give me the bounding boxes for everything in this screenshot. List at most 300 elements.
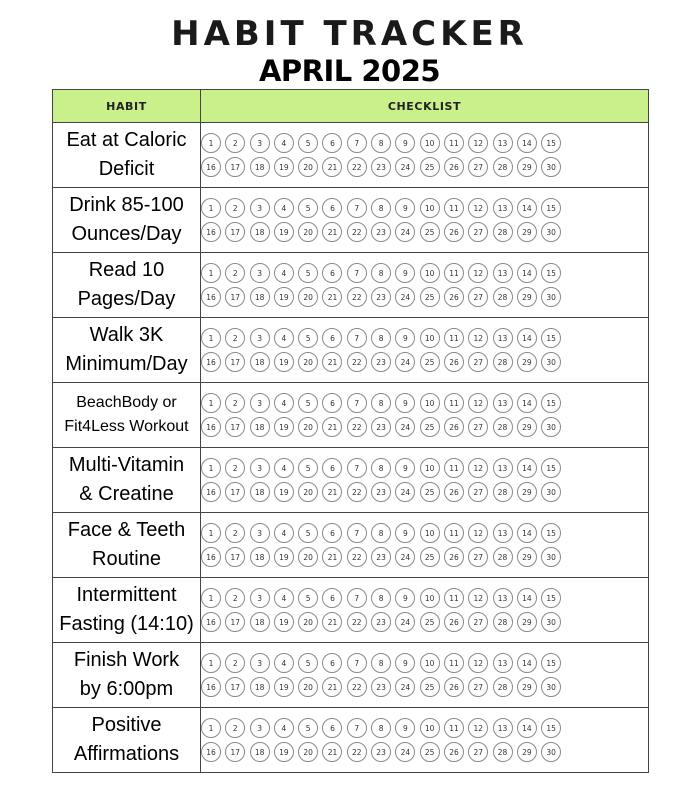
- day-checkbox[interactable]: 21: [322, 287, 342, 307]
- day-checkbox[interactable]: 16: [201, 222, 221, 242]
- day-checkbox[interactable]: 24: [395, 482, 415, 502]
- day-checkbox[interactable]: 18: [250, 287, 270, 307]
- day-checkbox[interactable]: 9: [395, 198, 415, 218]
- day-checkbox[interactable]: 20: [298, 222, 318, 242]
- day-checkbox[interactable]: 8: [371, 393, 391, 413]
- day-checkbox[interactable]: 15: [541, 523, 561, 543]
- day-checkbox[interactable]: 18: [250, 352, 270, 372]
- day-checkbox[interactable]: 19: [274, 287, 294, 307]
- day-checkbox[interactable]: 24: [395, 222, 415, 242]
- day-checkbox[interactable]: 14: [517, 718, 537, 738]
- day-checkbox[interactable]: 14: [517, 588, 537, 608]
- day-checkbox[interactable]: 14: [517, 393, 537, 413]
- day-checkbox[interactable]: 1: [201, 393, 221, 413]
- day-checkbox[interactable]: 15: [541, 393, 561, 413]
- day-checkbox[interactable]: 17: [225, 352, 245, 372]
- day-checkbox[interactable]: 17: [225, 547, 245, 567]
- day-checkbox[interactable]: 20: [298, 287, 318, 307]
- day-checkbox[interactable]: 2: [225, 718, 245, 738]
- day-checkbox[interactable]: 7: [347, 653, 367, 673]
- day-checkbox[interactable]: 14: [517, 523, 537, 543]
- day-checkbox[interactable]: 24: [395, 417, 415, 437]
- day-checkbox[interactable]: 3: [250, 133, 270, 153]
- day-checkbox[interactable]: 24: [395, 677, 415, 697]
- day-checkbox[interactable]: 13: [493, 653, 513, 673]
- day-checkbox[interactable]: 19: [274, 742, 294, 762]
- day-checkbox[interactable]: 21: [322, 742, 342, 762]
- day-checkbox[interactable]: 12: [468, 393, 488, 413]
- day-checkbox[interactable]: 6: [322, 718, 342, 738]
- day-checkbox[interactable]: 30: [541, 352, 561, 372]
- day-checkbox[interactable]: 21: [322, 482, 342, 502]
- day-checkbox[interactable]: 8: [371, 328, 391, 348]
- day-checkbox[interactable]: 1: [201, 198, 221, 218]
- day-checkbox[interactable]: 10: [420, 133, 440, 153]
- day-checkbox[interactable]: 22: [347, 547, 367, 567]
- day-checkbox[interactable]: 30: [541, 157, 561, 177]
- day-checkbox[interactable]: 13: [493, 588, 513, 608]
- day-checkbox[interactable]: 9: [395, 718, 415, 738]
- day-checkbox[interactable]: 24: [395, 547, 415, 567]
- day-checkbox[interactable]: 19: [274, 547, 294, 567]
- day-checkbox[interactable]: 17: [225, 287, 245, 307]
- day-checkbox[interactable]: 26: [444, 547, 464, 567]
- day-checkbox[interactable]: 18: [250, 677, 270, 697]
- day-checkbox[interactable]: 28: [493, 417, 513, 437]
- day-checkbox[interactable]: 6: [322, 393, 342, 413]
- day-checkbox[interactable]: 6: [322, 458, 342, 478]
- day-checkbox[interactable]: 26: [444, 222, 464, 242]
- day-checkbox[interactable]: 11: [444, 458, 464, 478]
- day-checkbox[interactable]: 12: [468, 653, 488, 673]
- day-checkbox[interactable]: 12: [468, 198, 488, 218]
- day-checkbox[interactable]: 29: [517, 222, 537, 242]
- day-checkbox[interactable]: 7: [347, 458, 367, 478]
- day-checkbox[interactable]: 9: [395, 653, 415, 673]
- day-checkbox[interactable]: 15: [541, 263, 561, 283]
- day-checkbox[interactable]: 20: [298, 157, 318, 177]
- day-checkbox[interactable]: 18: [250, 742, 270, 762]
- day-checkbox[interactable]: 18: [250, 547, 270, 567]
- day-checkbox[interactable]: 4: [274, 263, 294, 283]
- day-checkbox[interactable]: 21: [322, 547, 342, 567]
- day-checkbox[interactable]: 21: [322, 677, 342, 697]
- day-checkbox[interactable]: 28: [493, 352, 513, 372]
- day-checkbox[interactable]: 1: [201, 718, 221, 738]
- day-checkbox[interactable]: 10: [420, 263, 440, 283]
- day-checkbox[interactable]: 19: [274, 677, 294, 697]
- day-checkbox[interactable]: 21: [322, 612, 342, 632]
- day-checkbox[interactable]: 29: [517, 742, 537, 762]
- day-checkbox[interactable]: 20: [298, 547, 318, 567]
- day-checkbox[interactable]: 25: [420, 417, 440, 437]
- day-checkbox[interactable]: 16: [201, 482, 221, 502]
- day-checkbox[interactable]: 5: [298, 133, 318, 153]
- day-checkbox[interactable]: 17: [225, 742, 245, 762]
- day-checkbox[interactable]: 25: [420, 222, 440, 242]
- day-checkbox[interactable]: 30: [541, 222, 561, 242]
- day-checkbox[interactable]: 6: [322, 653, 342, 673]
- day-checkbox[interactable]: 27: [468, 677, 488, 697]
- day-checkbox[interactable]: 13: [493, 263, 513, 283]
- day-checkbox[interactable]: 1: [201, 133, 221, 153]
- day-checkbox[interactable]: 4: [274, 198, 294, 218]
- day-checkbox[interactable]: 22: [347, 612, 367, 632]
- day-checkbox[interactable]: 12: [468, 263, 488, 283]
- day-checkbox[interactable]: 29: [517, 287, 537, 307]
- day-checkbox[interactable]: 2: [225, 328, 245, 348]
- day-checkbox[interactable]: 9: [395, 328, 415, 348]
- day-checkbox[interactable]: 21: [322, 157, 342, 177]
- day-checkbox[interactable]: 15: [541, 328, 561, 348]
- day-checkbox[interactable]: 14: [517, 263, 537, 283]
- day-checkbox[interactable]: 3: [250, 653, 270, 673]
- day-checkbox[interactable]: 5: [298, 588, 318, 608]
- day-checkbox[interactable]: 8: [371, 198, 391, 218]
- day-checkbox[interactable]: 10: [420, 328, 440, 348]
- day-checkbox[interactable]: 10: [420, 588, 440, 608]
- day-checkbox[interactable]: 17: [225, 677, 245, 697]
- day-checkbox[interactable]: 22: [347, 352, 367, 372]
- day-checkbox[interactable]: 8: [371, 458, 391, 478]
- day-checkbox[interactable]: 7: [347, 588, 367, 608]
- day-checkbox[interactable]: 1: [201, 263, 221, 283]
- day-checkbox[interactable]: 1: [201, 588, 221, 608]
- day-checkbox[interactable]: 8: [371, 523, 391, 543]
- day-checkbox[interactable]: 2: [225, 263, 245, 283]
- day-checkbox[interactable]: 3: [250, 263, 270, 283]
- day-checkbox[interactable]: 24: [395, 157, 415, 177]
- day-checkbox[interactable]: 2: [225, 588, 245, 608]
- day-checkbox[interactable]: 9: [395, 588, 415, 608]
- day-checkbox[interactable]: 26: [444, 742, 464, 762]
- day-checkbox[interactable]: 1: [201, 653, 221, 673]
- day-checkbox[interactable]: 29: [517, 612, 537, 632]
- day-checkbox[interactable]: 4: [274, 718, 294, 738]
- day-checkbox[interactable]: 25: [420, 612, 440, 632]
- day-checkbox[interactable]: 7: [347, 393, 367, 413]
- day-checkbox[interactable]: 27: [468, 222, 488, 242]
- day-checkbox[interactable]: 8: [371, 133, 391, 153]
- day-checkbox[interactable]: 3: [250, 328, 270, 348]
- day-checkbox[interactable]: 23: [371, 547, 391, 567]
- day-checkbox[interactable]: 5: [298, 458, 318, 478]
- day-checkbox[interactable]: 11: [444, 588, 464, 608]
- day-checkbox[interactable]: 7: [347, 718, 367, 738]
- day-checkbox[interactable]: 30: [541, 612, 561, 632]
- day-checkbox[interactable]: 28: [493, 222, 513, 242]
- day-checkbox[interactable]: 13: [493, 393, 513, 413]
- day-checkbox[interactable]: 12: [468, 458, 488, 478]
- day-checkbox[interactable]: 29: [517, 352, 537, 372]
- day-checkbox[interactable]: 28: [493, 287, 513, 307]
- day-checkbox[interactable]: 5: [298, 328, 318, 348]
- day-checkbox[interactable]: 26: [444, 417, 464, 437]
- day-checkbox[interactable]: 12: [468, 328, 488, 348]
- day-checkbox[interactable]: 22: [347, 742, 367, 762]
- day-checkbox[interactable]: 11: [444, 393, 464, 413]
- day-checkbox[interactable]: 16: [201, 742, 221, 762]
- day-checkbox[interactable]: 20: [298, 482, 318, 502]
- day-checkbox[interactable]: 4: [274, 328, 294, 348]
- day-checkbox[interactable]: 7: [347, 133, 367, 153]
- day-checkbox[interactable]: 3: [250, 718, 270, 738]
- day-checkbox[interactable]: 28: [493, 547, 513, 567]
- day-checkbox[interactable]: 8: [371, 718, 391, 738]
- day-checkbox[interactable]: 20: [298, 417, 318, 437]
- day-checkbox[interactable]: 17: [225, 612, 245, 632]
- day-checkbox[interactable]: 11: [444, 328, 464, 348]
- day-checkbox[interactable]: 10: [420, 718, 440, 738]
- day-checkbox[interactable]: 2: [225, 393, 245, 413]
- day-checkbox[interactable]: 29: [517, 417, 537, 437]
- day-checkbox[interactable]: 23: [371, 612, 391, 632]
- day-checkbox[interactable]: 10: [420, 458, 440, 478]
- day-checkbox[interactable]: 30: [541, 417, 561, 437]
- day-checkbox[interactable]: 28: [493, 612, 513, 632]
- day-checkbox[interactable]: 5: [298, 263, 318, 283]
- day-checkbox[interactable]: 18: [250, 157, 270, 177]
- day-checkbox[interactable]: 15: [541, 653, 561, 673]
- day-checkbox[interactable]: 24: [395, 352, 415, 372]
- day-checkbox[interactable]: 2: [225, 523, 245, 543]
- day-checkbox[interactable]: 15: [541, 198, 561, 218]
- day-checkbox[interactable]: 25: [420, 547, 440, 567]
- day-checkbox[interactable]: 30: [541, 677, 561, 697]
- day-checkbox[interactable]: 23: [371, 417, 391, 437]
- day-checkbox[interactable]: 3: [250, 523, 270, 543]
- day-checkbox[interactable]: 23: [371, 742, 391, 762]
- day-checkbox[interactable]: 16: [201, 547, 221, 567]
- day-checkbox[interactable]: 18: [250, 417, 270, 437]
- day-checkbox[interactable]: 6: [322, 523, 342, 543]
- day-checkbox[interactable]: 10: [420, 198, 440, 218]
- day-checkbox[interactable]: 28: [493, 482, 513, 502]
- day-checkbox[interactable]: 23: [371, 482, 391, 502]
- day-checkbox[interactable]: 9: [395, 523, 415, 543]
- day-checkbox[interactable]: 20: [298, 677, 318, 697]
- day-checkbox[interactable]: 13: [493, 133, 513, 153]
- day-checkbox[interactable]: 7: [347, 198, 367, 218]
- day-checkbox[interactable]: 4: [274, 133, 294, 153]
- day-checkbox[interactable]: 13: [493, 198, 513, 218]
- day-checkbox[interactable]: 3: [250, 393, 270, 413]
- day-checkbox[interactable]: 5: [298, 718, 318, 738]
- day-checkbox[interactable]: 23: [371, 677, 391, 697]
- day-checkbox[interactable]: 27: [468, 612, 488, 632]
- day-checkbox[interactable]: 25: [420, 482, 440, 502]
- day-checkbox[interactable]: 27: [468, 157, 488, 177]
- day-checkbox[interactable]: 17: [225, 482, 245, 502]
- day-checkbox[interactable]: 15: [541, 718, 561, 738]
- day-checkbox[interactable]: 14: [517, 198, 537, 218]
- day-checkbox[interactable]: 9: [395, 133, 415, 153]
- day-checkbox[interactable]: 17: [225, 222, 245, 242]
- day-checkbox[interactable]: 22: [347, 677, 367, 697]
- day-checkbox[interactable]: 22: [347, 222, 367, 242]
- day-checkbox[interactable]: 7: [347, 263, 367, 283]
- day-checkbox[interactable]: 30: [541, 742, 561, 762]
- day-checkbox[interactable]: 19: [274, 417, 294, 437]
- day-checkbox[interactable]: 23: [371, 287, 391, 307]
- day-checkbox[interactable]: 11: [444, 198, 464, 218]
- day-checkbox[interactable]: 28: [493, 157, 513, 177]
- day-checkbox[interactable]: 26: [444, 157, 464, 177]
- day-checkbox[interactable]: 25: [420, 742, 440, 762]
- day-checkbox[interactable]: 18: [250, 612, 270, 632]
- day-checkbox[interactable]: 8: [371, 588, 391, 608]
- day-checkbox[interactable]: 4: [274, 458, 294, 478]
- day-checkbox[interactable]: 16: [201, 352, 221, 372]
- day-checkbox[interactable]: 19: [274, 222, 294, 242]
- day-checkbox[interactable]: 27: [468, 352, 488, 372]
- day-checkbox[interactable]: 13: [493, 328, 513, 348]
- day-checkbox[interactable]: 3: [250, 588, 270, 608]
- day-checkbox[interactable]: 19: [274, 612, 294, 632]
- day-checkbox[interactable]: 17: [225, 417, 245, 437]
- day-checkbox[interactable]: 3: [250, 198, 270, 218]
- day-checkbox[interactable]: 26: [444, 612, 464, 632]
- day-checkbox[interactable]: 20: [298, 352, 318, 372]
- day-checkbox[interactable]: 27: [468, 742, 488, 762]
- day-checkbox[interactable]: 16: [201, 677, 221, 697]
- day-checkbox[interactable]: 12: [468, 133, 488, 153]
- day-checkbox[interactable]: 11: [444, 523, 464, 543]
- day-checkbox[interactable]: 22: [347, 482, 367, 502]
- day-checkbox[interactable]: 26: [444, 287, 464, 307]
- day-checkbox[interactable]: 12: [468, 523, 488, 543]
- day-checkbox[interactable]: 6: [322, 133, 342, 153]
- day-checkbox[interactable]: 1: [201, 458, 221, 478]
- day-checkbox[interactable]: 22: [347, 417, 367, 437]
- day-checkbox[interactable]: 5: [298, 653, 318, 673]
- day-checkbox[interactable]: 27: [468, 482, 488, 502]
- day-checkbox[interactable]: 5: [298, 523, 318, 543]
- day-checkbox[interactable]: 17: [225, 157, 245, 177]
- day-checkbox[interactable]: 26: [444, 677, 464, 697]
- day-checkbox[interactable]: 30: [541, 547, 561, 567]
- day-checkbox[interactable]: 10: [420, 393, 440, 413]
- day-checkbox[interactable]: 23: [371, 222, 391, 242]
- day-checkbox[interactable]: 11: [444, 718, 464, 738]
- day-checkbox[interactable]: 29: [517, 157, 537, 177]
- day-checkbox[interactable]: 1: [201, 328, 221, 348]
- day-checkbox[interactable]: 29: [517, 547, 537, 567]
- day-checkbox[interactable]: 25: [420, 677, 440, 697]
- day-checkbox[interactable]: 25: [420, 287, 440, 307]
- day-checkbox[interactable]: 6: [322, 588, 342, 608]
- day-checkbox[interactable]: 5: [298, 393, 318, 413]
- day-checkbox[interactable]: 3: [250, 458, 270, 478]
- day-checkbox[interactable]: 24: [395, 287, 415, 307]
- day-checkbox[interactable]: 21: [322, 222, 342, 242]
- day-checkbox[interactable]: 14: [517, 133, 537, 153]
- day-checkbox[interactable]: 15: [541, 588, 561, 608]
- day-checkbox[interactable]: 20: [298, 742, 318, 762]
- day-checkbox[interactable]: 2: [225, 653, 245, 673]
- day-checkbox[interactable]: 11: [444, 653, 464, 673]
- day-checkbox[interactable]: 6: [322, 198, 342, 218]
- day-checkbox[interactable]: 23: [371, 157, 391, 177]
- day-checkbox[interactable]: 8: [371, 653, 391, 673]
- day-checkbox[interactable]: 26: [444, 482, 464, 502]
- day-checkbox[interactable]: 29: [517, 677, 537, 697]
- day-checkbox[interactable]: 2: [225, 458, 245, 478]
- day-checkbox[interactable]: 28: [493, 677, 513, 697]
- day-checkbox[interactable]: 27: [468, 287, 488, 307]
- day-checkbox[interactable]: 16: [201, 417, 221, 437]
- day-checkbox[interactable]: 24: [395, 742, 415, 762]
- day-checkbox[interactable]: 25: [420, 157, 440, 177]
- day-checkbox[interactable]: 20: [298, 612, 318, 632]
- day-checkbox[interactable]: 19: [274, 482, 294, 502]
- day-checkbox[interactable]: 5: [298, 198, 318, 218]
- day-checkbox[interactable]: 13: [493, 718, 513, 738]
- day-checkbox[interactable]: 9: [395, 263, 415, 283]
- day-checkbox[interactable]: 16: [201, 157, 221, 177]
- day-checkbox[interactable]: 30: [541, 482, 561, 502]
- day-checkbox[interactable]: 22: [347, 287, 367, 307]
- day-checkbox[interactable]: 13: [493, 458, 513, 478]
- day-checkbox[interactable]: 4: [274, 653, 294, 673]
- day-checkbox[interactable]: 6: [322, 263, 342, 283]
- day-checkbox[interactable]: 16: [201, 287, 221, 307]
- day-checkbox[interactable]: 11: [444, 133, 464, 153]
- day-checkbox[interactable]: 18: [250, 482, 270, 502]
- day-checkbox[interactable]: 26: [444, 352, 464, 372]
- day-checkbox[interactable]: 9: [395, 458, 415, 478]
- day-checkbox[interactable]: 4: [274, 393, 294, 413]
- day-checkbox[interactable]: 14: [517, 458, 537, 478]
- day-checkbox[interactable]: 22: [347, 157, 367, 177]
- day-checkbox[interactable]: 1: [201, 523, 221, 543]
- day-checkbox[interactable]: 18: [250, 222, 270, 242]
- day-checkbox[interactable]: 21: [322, 352, 342, 372]
- day-checkbox[interactable]: 2: [225, 198, 245, 218]
- day-checkbox[interactable]: 23: [371, 352, 391, 372]
- day-checkbox[interactable]: 2: [225, 133, 245, 153]
- day-checkbox[interactable]: 24: [395, 612, 415, 632]
- day-checkbox[interactable]: 15: [541, 458, 561, 478]
- day-checkbox[interactable]: 6: [322, 328, 342, 348]
- day-checkbox[interactable]: 7: [347, 328, 367, 348]
- day-checkbox[interactable]: 4: [274, 523, 294, 543]
- day-checkbox[interactable]: 13: [493, 523, 513, 543]
- day-checkbox[interactable]: 15: [541, 133, 561, 153]
- day-checkbox[interactable]: 14: [517, 328, 537, 348]
- day-checkbox[interactable]: 10: [420, 523, 440, 543]
- day-checkbox[interactable]: 29: [517, 482, 537, 502]
- day-checkbox[interactable]: 30: [541, 287, 561, 307]
- day-checkbox[interactable]: 10: [420, 653, 440, 673]
- day-checkbox[interactable]: 28: [493, 742, 513, 762]
- day-checkbox[interactable]: 21: [322, 417, 342, 437]
- day-checkbox[interactable]: 12: [468, 588, 488, 608]
- day-checkbox[interactable]: 19: [274, 352, 294, 372]
- day-checkbox[interactable]: 7: [347, 523, 367, 543]
- day-checkbox[interactable]: 16: [201, 612, 221, 632]
- day-checkbox[interactable]: 8: [371, 263, 391, 283]
- day-checkbox[interactable]: 9: [395, 393, 415, 413]
- day-checkbox[interactable]: 14: [517, 653, 537, 673]
- day-checkbox[interactable]: 11: [444, 263, 464, 283]
- day-checkbox[interactable]: 12: [468, 718, 488, 738]
- day-checkbox[interactable]: 25: [420, 352, 440, 372]
- day-checkbox[interactable]: 27: [468, 547, 488, 567]
- day-checkbox[interactable]: 19: [274, 157, 294, 177]
- day-checkbox[interactable]: 4: [274, 588, 294, 608]
- day-checkbox[interactable]: 27: [468, 417, 488, 437]
